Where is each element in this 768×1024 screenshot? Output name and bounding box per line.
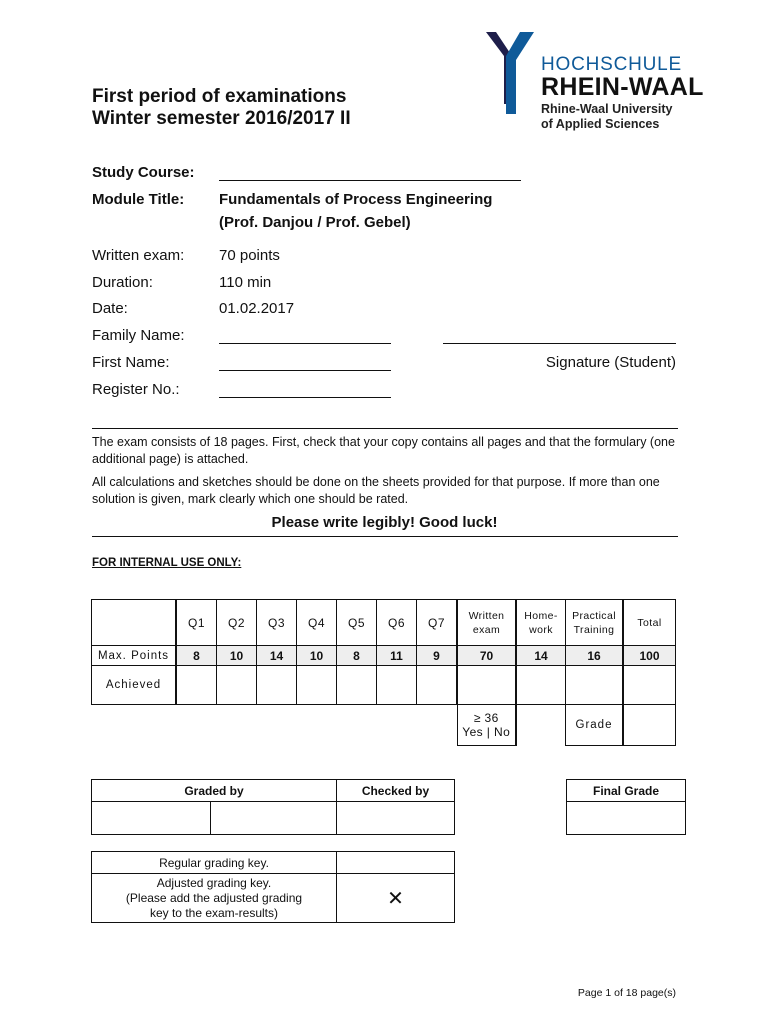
homework-header [516, 600, 566, 646]
duration-value: 110 min [219, 274, 272, 291]
threshold-yes-no: Yes | No [462, 725, 511, 739]
total-header: Total [623, 600, 676, 646]
max-points-q5: 8 [337, 646, 377, 666]
achieved-q2-cell[interactable] [217, 666, 257, 705]
written-exam-header [457, 600, 516, 646]
final-grade-header: Final Grade [567, 780, 686, 802]
cross-mark-icon: ✕ [387, 887, 404, 910]
achieved-q7-cell[interactable] [417, 666, 458, 705]
page-title-line1: First period of examinations [92, 86, 347, 107]
logo-university-line1: Rhine-Waal University [541, 102, 673, 116]
q6-header: Q6 [377, 600, 417, 646]
divider-bottom [92, 536, 678, 537]
adjusted-key-line1: Adjusted grading key. [156, 875, 272, 890]
family-name-field[interactable] [219, 343, 391, 344]
max-points-total: 100 [623, 646, 676, 666]
regular-grading-key-cell[interactable] [337, 852, 455, 874]
max-points-q4: 10 [297, 646, 337, 666]
q7-header: Q7 [417, 600, 458, 646]
achieved-total-cell[interactable] [623, 666, 676, 705]
module-title-line1: Fundamentals of Process Engineering [219, 191, 493, 208]
graded-by-cell-2[interactable] [211, 802, 337, 835]
first-name-field[interactable] [219, 370, 391, 371]
internal-use-heading: FOR INTERNAL USE ONLY: [92, 557, 242, 569]
instructions-paragraph-1: The exam consists of 18 pages. First, check that your copy contains all pages and that the formulary (one additional page) is attached. [92, 435, 675, 466]
threshold-value: ≥ 36 [473, 711, 499, 725]
module-title-label: Module Title: [92, 191, 185, 208]
empty-area [92, 705, 458, 746]
achieved-q4-cell[interactable] [297, 666, 337, 705]
good-luck-text: Please write legibly! Good luck! [271, 514, 498, 531]
adjusted-grading-key-cell[interactable] [337, 874, 455, 923]
max-points-label: Max. Points [92, 646, 177, 666]
q2-header: Q2 [217, 600, 257, 646]
checked-by-cell[interactable] [337, 802, 455, 835]
max-points-q3: 14 [257, 646, 297, 666]
max-points-q2: 10 [217, 646, 257, 666]
logo-rhein-waal: RHEIN-WAAL [541, 73, 704, 101]
final-grade-table [566, 779, 686, 835]
regular-grading-key-label: Regular grading key. [92, 852, 337, 874]
written-exam-label: Written exam: [92, 247, 185, 264]
study-course-label: Study Course: [92, 164, 195, 181]
signature-field[interactable] [443, 343, 676, 344]
adjusted-key-line2: (Please add the adjusted grading [125, 890, 303, 905]
practical-header-line2: Training [573, 623, 615, 636]
homework-header-line2: work [529, 623, 553, 636]
graded-by-cell-1[interactable] [92, 802, 211, 835]
practical-training-header [566, 600, 624, 646]
written-exam-value: 70 points [219, 247, 280, 264]
adjusted-key-line3: key to the exam-results) [149, 905, 279, 920]
register-no-label: Register No.: [92, 381, 180, 398]
page-title-line2: Winter semester 2016/2017 II [92, 108, 351, 129]
table-corner-cell [92, 600, 177, 646]
duration-label: Duration: [92, 274, 153, 291]
grading-key-table [91, 851, 455, 923]
homework-header-line1: Home- [524, 609, 558, 622]
family-name-label: Family Name: [92, 327, 185, 344]
study-course-field[interactable] [219, 180, 521, 181]
achieved-written-exam-cell[interactable] [457, 666, 516, 705]
graded-by-header: Graded by [92, 780, 337, 802]
q1-header: Q1 [176, 600, 217, 646]
max-points-homework: 14 [516, 646, 566, 666]
achieved-label: Achieved [92, 666, 177, 705]
empty-homework-gap [516, 705, 566, 746]
first-name-label: First Name: [92, 354, 170, 371]
q4-header: Q4 [297, 600, 337, 646]
max-points-q7: 9 [417, 646, 458, 666]
grade-cell[interactable] [623, 705, 676, 746]
practical-header-line1: Practical [572, 609, 616, 622]
max-points-written-exam: 70 [457, 646, 516, 666]
divider-top [92, 428, 678, 429]
achieved-q6-cell[interactable] [377, 666, 417, 705]
achieved-homework-cell[interactable] [516, 666, 566, 705]
register-no-field[interactable] [219, 397, 391, 398]
logo-university-line2: of Applied Sciences [541, 117, 660, 131]
date-label: Date: [92, 300, 128, 317]
achieved-q5-cell[interactable] [337, 666, 377, 705]
achieved-q1-cell[interactable] [176, 666, 217, 705]
achieved-practical-cell[interactable] [566, 666, 624, 705]
max-points-q6: 11 [377, 646, 417, 666]
written-exam-header-line2: exam [472, 623, 501, 636]
instructions-paragraph-2: All calculations and sketches should be done on the sheets provided for that purpose. If more than one solution is given, mark clearly which one should be rated. [92, 475, 660, 506]
signature-label: Signature (Student) [545, 354, 676, 371]
graded-by-table [91, 779, 455, 835]
grade-label: Grade [566, 705, 624, 746]
adjusted-grading-key-label [92, 874, 337, 923]
points-table [91, 599, 676, 746]
logo-hochschule: HOCHSCHULE [541, 54, 683, 75]
page-number: Page 1 of 18 page(s) [577, 987, 676, 999]
final-grade-cell[interactable] [567, 802, 686, 835]
written-exam-header-line1: Written [468, 609, 505, 622]
date-value: 01.02.2017 [219, 300, 295, 317]
q5-header: Q5 [337, 600, 377, 646]
max-points-q1: 8 [176, 646, 217, 666]
max-points-practical: 16 [566, 646, 624, 666]
q3-header: Q3 [257, 600, 297, 646]
achieved-q3-cell[interactable] [257, 666, 297, 705]
module-title-line2: (Prof. Danjou / Prof. Gebel) [219, 214, 411, 231]
checked-by-header: Checked by [337, 780, 455, 802]
threshold-cell[interactable] [457, 705, 516, 746]
